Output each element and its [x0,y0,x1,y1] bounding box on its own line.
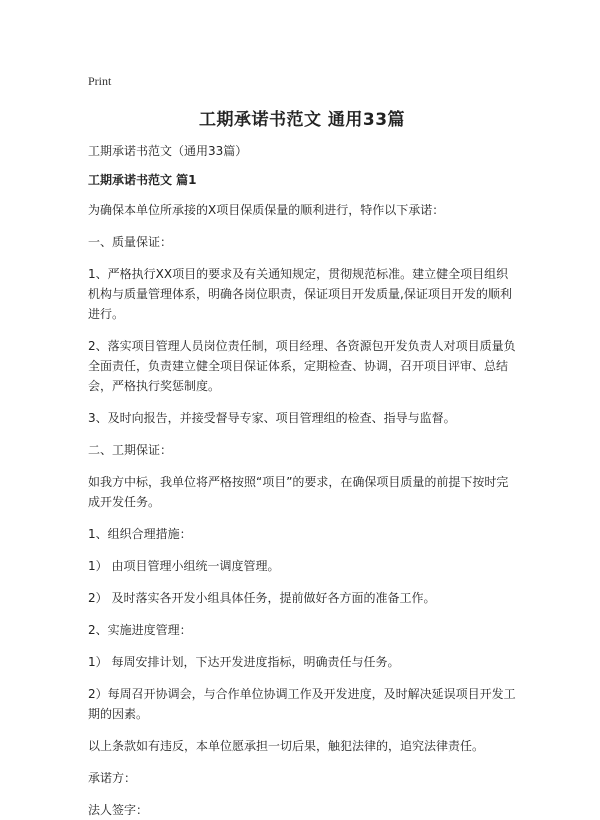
paragraph-quality-3: 3、及时向报告，并接受督导专家、项目管理组的检查、指导与监督。 [88,411,456,425]
paragraph-progress-2: 2）每周召开协调会，与合作单位协调工作及开发进度，及时解决延误项目开发工期的因素。 [88,687,516,721]
paragraph-liability: 以上条款如有违反，本单位愿承担一切后果，触犯法律的，追究法律责任。 [88,739,485,753]
heading-schedule-guarantee: 二、工期保证： [88,443,173,457]
paragraph-organization-1: 1） 由项目管理小组统一调度管理。 [88,559,280,573]
paragraph-progress-1: 1） 每周安排计划，下达开发进度指标，明确责任与任务。 [88,655,400,669]
paragraph-organization-2: 2） 及时落实各开发小组具体任务，提前做好各方面的准备工作。 [88,591,436,605]
heading-organization-measures: 1、组织合理措施： [88,527,192,541]
heading-quality-guarantee: 一、质量保证： [88,235,173,249]
print-link[interactable]: Print [88,74,112,88]
paragraph-intro: 为确保本单位所承接的X项目保质保量的顺利进行，特作以下承诺： [88,203,445,217]
document-title: 工期承诺书范文 通用33篇 [198,110,406,130]
paragraph-schedule-intro: 如我方中标，我单位将严格按照“项目”的要求，在确保项目质量的前提下按时完成开发任务。 [88,475,509,509]
section-heading: 工期承诺书范文 篇1 [88,173,197,187]
paragraph-quality-1: 1、严格执行XX项目的要求及有关通知规定，贯彻规范标准。建立健全项目组织机构与质量管理体系，明确各岗位职责，保证项目开发质量,保证项目开发的顺利进行。 [88,267,512,321]
label-legal-signature: 法人签字： [88,803,149,817]
heading-progress-management: 2、实施进度管理： [88,623,192,637]
document-subtitle: 工期承诺书范文（通用33篇） [88,144,248,158]
label-promisor: 承诺方： [88,771,137,785]
paragraph-quality-2: 2、落实项目管理人员岗位责任制，项目经理、各资源包开发负责人对项目质量负全面责任，负责建立健全项目保证体系，定期检查、协调，召开项目评审、总结会，严格执行奖惩制度。 [88,339,516,393]
